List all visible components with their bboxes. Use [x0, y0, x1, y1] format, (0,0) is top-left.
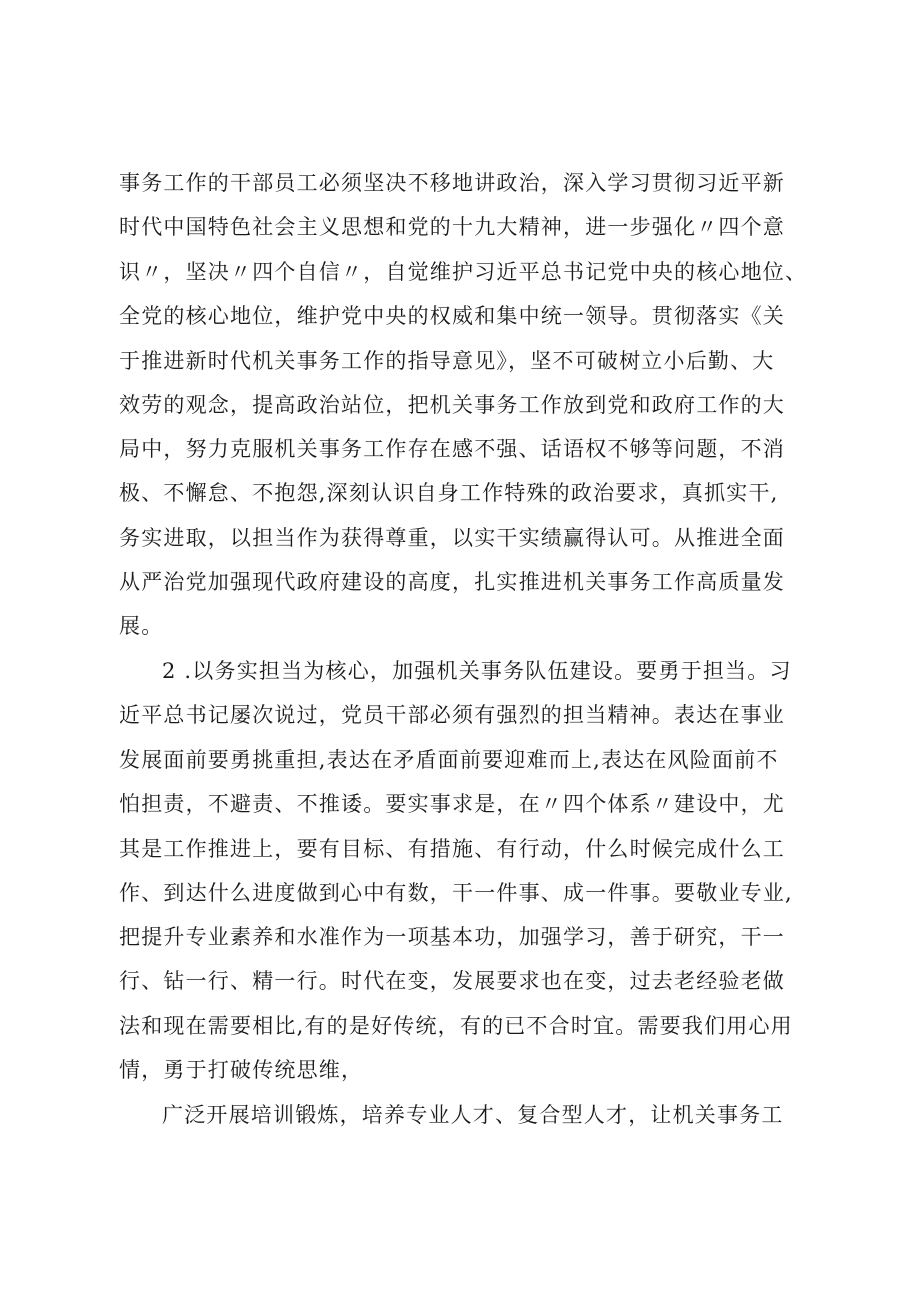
- text-line: 局中，努力克服机关事务工作存在感不强、话语权不够等问题，不消: [119, 437, 785, 461]
- text-line: 全党的核心地位，维护党中央的权威和集中统一领导。贯彻落实《关: [119, 304, 785, 328]
- text-line: 从严治党加强现代政府建设的高度，扎实推进机关事务工作高质量发: [119, 570, 785, 594]
- text-line: 事务工作的干部员工必须坚决不移地讲政治，深入学习贯彻习近平新: [119, 171, 785, 195]
- text-line: 行、钻一行、精一行。时代在变，发展要求也在变，过去老经验老做: [119, 969, 785, 993]
- text-line: 展。: [119, 614, 164, 638]
- text-line: 效劳的观念，提高政治站位，把机关事务工作放到党和政府工作的大: [119, 393, 785, 417]
- text-line: 于推进新时代机关事务工作的指导意见》，坚不可破树立小后勤、大: [119, 349, 775, 373]
- text-line: 作、到达什么进度做到心中有数，干一件事、成一件事。要敬业专业,: [119, 881, 793, 905]
- text-line: 其是工作推进上，要有目标、有措施、有行动，什么时候完成什么工: [119, 837, 785, 861]
- text-line: 时代中国特色社会主义思想和党的十九大精神，进一步强化〃四个意: [119, 215, 785, 239]
- text-line: 极、不懈怠、不抱怨,深刻认识自身工作特殊的政治要求，真抓实干,: [119, 481, 779, 505]
- text-line: 近平总书记屡次说过，党员干部必须有强烈的担当精神。表达在事业: [119, 703, 785, 727]
- text-line: 怕担责，不避责、不推诿。要实事求是，在〃四个体系〃建设中，尤: [119, 792, 785, 816]
- text-line: 法和现在需要相比,有的是好传统，有的已不合时宜。需要我们用心用: [119, 1014, 793, 1038]
- text-line: 2 .以务实担当为核心，加强机关事务队伍建设。要勇于担当。习: [162, 659, 792, 683]
- text-line: 把提升专业素养和水准作为一项基本功，加强学习，善于研究，干一: [119, 925, 785, 949]
- text-line: 情，勇于打破传统思维，: [119, 1058, 364, 1082]
- text-line: 识〃，坚决〃四个自信〃，自觉维护习近平总书记党中央的核心地位、: [119, 260, 808, 284]
- text-line: 务实进取，以担当作为获得尊重，以实干实绩赢得认可。从推进全面: [119, 526, 785, 550]
- text-line: 发展面前要勇挑重担,表达在矛盾面前要迎难而上,表达在风险面前不: [119, 748, 779, 772]
- text-line: 广泛开展培训锻炼，培养专业人才、复合型人才，让机关事务工: [162, 1103, 784, 1127]
